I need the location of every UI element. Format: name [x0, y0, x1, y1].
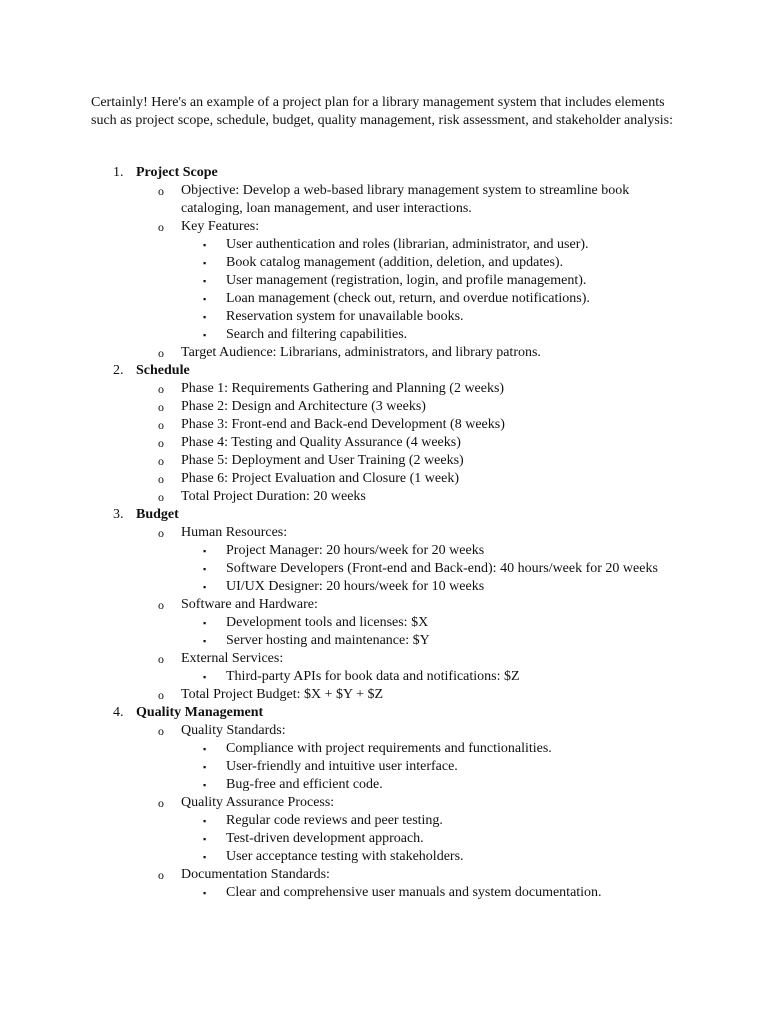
circle-bullet-icon: o	[158, 346, 164, 360]
section-number: 1.	[113, 165, 124, 180]
sub-list-item-text: Project Manager: 20 hours/week for 20 weeks	[226, 543, 485, 558]
list-item	[0, 722, 681, 740]
square-bullet-icon: ▪	[203, 816, 207, 826]
list-item	[0, 488, 681, 506]
list-item	[0, 686, 681, 704]
list-item-text: Documentation Standards:	[181, 867, 330, 882]
sub-list-item-text: User-friendly and intuitive user interface.	[226, 759, 458, 774]
square-bullet-icon: ▪	[203, 744, 207, 754]
sub-list-item	[0, 758, 666, 776]
sub-list-item	[0, 848, 666, 866]
sub-list-item	[0, 308, 666, 326]
square-bullet-icon: ▪	[203, 618, 207, 628]
list-item-text: Phase 1: Requirements Gathering and Planning (2 weeks)	[181, 381, 505, 396]
sub-list-item	[0, 668, 666, 686]
circle-bullet-icon: o	[158, 382, 164, 396]
sub-list-item-text: User management (registration, login, and profile management).	[226, 273, 587, 288]
sub-list-item	[0, 812, 666, 830]
sub-list-item-text: Reservation system for unavailable books.	[226, 309, 464, 324]
list-item	[0, 452, 681, 470]
sub-list-item	[0, 236, 666, 254]
list-item-text: Total Project Duration: 20 weeks	[181, 489, 366, 504]
list-item-text: Phase 3: Front-end and Back-end Development (8 weeks)	[181, 417, 505, 432]
square-bullet-icon: ▪	[203, 888, 207, 898]
list-item	[0, 398, 681, 416]
list-item-text: External Services:	[181, 651, 284, 666]
circle-bullet-icon: o	[158, 688, 164, 702]
sub-list-item	[0, 560, 666, 578]
list-item-text: Phase 2: Design and Architecture (3 weeks)	[181, 399, 426, 414]
circle-bullet-icon: o	[158, 868, 164, 882]
square-bullet-icon: ▪	[203, 546, 207, 556]
sub-list-item	[0, 740, 666, 758]
sub-list-item	[0, 290, 666, 308]
list-item	[0, 470, 681, 488]
square-bullet-icon: ▪	[203, 312, 207, 322]
sub-list-item	[0, 326, 666, 344]
sub-list-item	[0, 542, 666, 560]
sub-list-item-text: Server hosting and maintenance: $Y	[226, 633, 430, 648]
list-item-text: Key Features:	[181, 219, 260, 234]
list-item-text: Quality Assurance Process:	[181, 795, 335, 810]
circle-bullet-icon: o	[158, 490, 164, 504]
section-number: 2.	[113, 363, 124, 378]
section-heading	[0, 362, 768, 380]
sub-list-item-text: Loan management (check out, return, and overdue notifications).	[226, 291, 590, 306]
list-item-text: Phase 5: Deployment and User Training (2 weeks)	[181, 453, 464, 468]
circle-bullet-icon: o	[158, 400, 164, 414]
sub-list-item-text: Third-party APIs for book data and notifications: $Z	[226, 669, 520, 684]
list-item-text: Total Project Budget: $X + $Y + $Z	[181, 687, 384, 702]
sub-list-item	[0, 776, 666, 794]
sub-list-item-text: Compliance with project requirements and functionalities.	[226, 741, 552, 756]
circle-bullet-icon: o	[158, 526, 164, 540]
list-item	[0, 434, 681, 452]
list-item	[0, 524, 681, 542]
list-item	[0, 344, 681, 362]
square-bullet-icon: ▪	[203, 762, 207, 772]
sub-list-item-text: User acceptance testing with stakeholders.	[226, 849, 464, 864]
circle-bullet-icon: o	[158, 436, 164, 450]
circle-bullet-icon: o	[158, 454, 164, 468]
sub-list-item	[0, 884, 666, 902]
list-item	[0, 416, 681, 434]
sub-list-item	[0, 254, 666, 272]
circle-bullet-icon: o	[158, 472, 164, 486]
section-heading	[0, 704, 768, 722]
list-item-text: Human Resources:	[181, 525, 288, 540]
list-item-text: Software and Hardware:	[181, 597, 318, 612]
list-item-text: Target Audience: Librarians, administrators, and library patrons.	[181, 345, 541, 360]
sub-list-item-text: Bug-free and efficient code.	[226, 777, 383, 792]
square-bullet-icon: ▪	[203, 258, 207, 268]
circle-bullet-icon: o	[158, 652, 164, 666]
sub-list-item-text: Book catalog management (addition, deletion, and updates).	[226, 255, 564, 270]
list-item	[0, 380, 681, 398]
list-item	[0, 866, 681, 884]
circle-bullet-icon: o	[158, 220, 164, 234]
list-item-text: Phase 6: Project Evaluation and Closure (1 week)	[181, 471, 459, 486]
list-item-text: Objective: Develop a web-based library management system to streamline book cataloging, loan management, and user interactions.	[181, 183, 630, 216]
sub-list-item-text: Search and filtering capabilities.	[226, 327, 408, 342]
square-bullet-icon: ▪	[203, 276, 207, 286]
section-title: Project Scope	[136, 165, 218, 180]
project-plan-outline	[0, 164, 768, 902]
square-bullet-icon: ▪	[203, 240, 207, 250]
circle-bullet-icon: o	[158, 598, 164, 612]
section-title: Quality Management	[136, 705, 264, 720]
square-bullet-icon: ▪	[203, 780, 207, 790]
circle-bullet-icon: o	[158, 418, 164, 432]
sub-list-item-text: Regular code reviews and peer testing.	[226, 813, 443, 828]
sub-list-item-text: UI/UX Designer: 20 hours/week for 10 weeks	[226, 579, 485, 594]
square-bullet-icon: ▪	[203, 852, 207, 862]
intro-paragraph: Certainly! Here's an example of a project plan for a library management system that includes elements such as project scope, schedule, budget, quality management, risk assessment, and stakeholder analysis:	[91, 95, 674, 128]
circle-bullet-icon: o	[158, 724, 164, 738]
section-title: Schedule	[136, 363, 190, 378]
sub-list-item	[0, 632, 666, 650]
square-bullet-icon: ▪	[203, 582, 207, 592]
square-bullet-icon: ▪	[203, 564, 207, 574]
sub-list-item	[0, 578, 666, 596]
sub-list-item-text: Software Developers (Front-end and Back-end): 40 hours/week for 20 weeks	[226, 561, 658, 576]
section-number: 4.	[113, 705, 124, 720]
sub-list-item-text: Test-driven development approach.	[226, 831, 424, 846]
list-item-text: Quality Standards:	[181, 723, 286, 738]
square-bullet-icon: ▪	[203, 672, 207, 682]
section-heading	[0, 506, 768, 524]
sub-list-item	[0, 272, 666, 290]
square-bullet-icon: ▪	[203, 294, 207, 304]
sub-list-item-text: Development tools and licenses: $X	[226, 615, 429, 630]
section-heading	[0, 164, 768, 182]
sub-list-item	[0, 614, 666, 632]
list-item	[0, 650, 681, 668]
list-item	[0, 218, 681, 236]
circle-bullet-icon: o	[158, 796, 164, 810]
square-bullet-icon: ▪	[203, 330, 207, 340]
list-item	[0, 182, 681, 218]
sub-list-item	[0, 830, 666, 848]
sub-list-item-text: Clear and comprehensive user manuals and system documentation.	[226, 885, 602, 900]
circle-bullet-icon: o	[158, 184, 164, 198]
square-bullet-icon: ▪	[203, 636, 207, 646]
section-number: 3.	[113, 507, 124, 522]
sub-list-item-text: User authentication and roles (librarian, administrator, and user).	[226, 237, 589, 252]
list-item	[0, 596, 681, 614]
section-title: Budget	[136, 507, 179, 522]
square-bullet-icon: ▪	[203, 834, 207, 844]
list-item	[0, 794, 681, 812]
list-item-text: Phase 4: Testing and Quality Assurance (4 weeks)	[181, 435, 461, 450]
